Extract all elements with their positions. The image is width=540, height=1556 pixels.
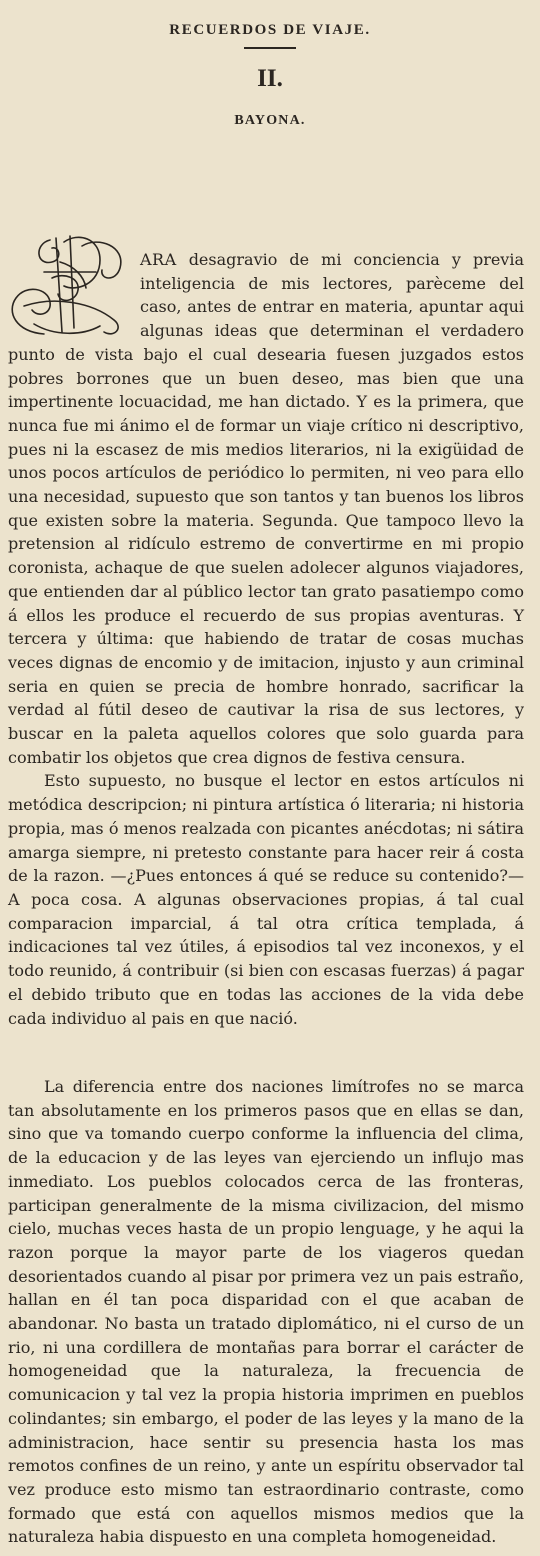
title-rule: [244, 47, 296, 49]
section-two: [8, 1075, 524, 1549]
paragraph-2: Esto supuesto, no busque el lector en estos artículos ni metódica descripcion; ni pintura artística ó literaria; ni historia propia, mas ó menos realzada con picantes anécdotas; ni sátira amarga siempre, ni pretesto constante para hacer reir á costa de la razon. —¿Pues entonces á qué se reduce su contenido?—A poca cosa. A algunas observaciones propias, á tal cual comparacion imparcial, á tal otra crítica templada, á indicaciones tal vez útiles, á episodios tal vez inconexos, y el todo reunido, á contribuir (si bien con escasas fuerzas) á pagar el debido tributo que en todas las acciones de la vida debe cada individuo al pais en que nació.: [8, 771, 524, 1028]
paragraph-1: ARA desagravio de mi conciencia y previa inteligencia de mis lectores, parèceme del caso, antes de entrar en materia, apuntar aqui algunas ideas que determinan el verdadero punto de vista bajo el cual desearia fuesen juzgados estos pobres borrones que un buen deseo, mas bien que una impertinente locuacidad, me han dictado. Y es la primera, que nunca fue mi ánimo el de formar un viaje crítico ni descriptivo, pues ni la escasez de mis medios literarios, ni la exigüidad de unos pocos artículos de periódico lo permiten, ni veo para ello una necesidad, supuesto que son tantos y tan buenos los libros que existen sobre la materia. Segunda. Que tampoco llevo la pretension al ridículo estremo de convertirme en mi propio coronista, achaque de que suelen adolecer algunos viajadores, que entienden dar al público lector tan grato pasatiempo como á ellos les produce el recuerdo de sus propias aventuras. Y tercera y última: que habiendo de tratar de cosas muchas veces dignas de encomio y de imitacion, injusto y aun criminal seria en quien se precia de hombre honrado, sacrificar la verdad al fútil deseo de cautivar la risa de sus lectores, y buscar en la paleta aquellos colores que solo guarda para combatir los objetos que crea dignos de festiva censura.: [8, 248, 524, 769]
page-header: [0, 0, 540, 129]
paragraph-3: La diferencia entre dos naciones limítrofes no se marca tan absolutamente en los primeros pasos que en ellas se dan, sino que va tomando cuerpo conforme la influencia del clima, de la educacion y de las leyes van ejerciendo un influjo mas inmediato. Los pueblos colocados cerca de las fronteras, participan generalmente de la misma civilizacion, del mismo cielo, muchas veces hasta de un propio lenguage, y he aqui la razon porque la mayor parte de los viageros quedan desorientados cuando al pisar por primera vez un pais estraño, hallan en él tan poca disparidad con el que acaban de abandonar. No basta un tratado diplomático, ni el curso de un rio, ni una cordillera de montañas para borrar el carácter de homogeneidad que la naturaleza, la frecuencia de comunicacion y tal vez la propia historia imprimen en pueblos colindantes; sin embargo, el poder de las leyes y la mano de la administracion, hace sentir su presencia hasta los mas remotos confines de un reino, y ante un espíritu observador tal vez produce esto mismo tan estraordinario contraste, como formado que está con aquellos mismos medios que la naturaleza habia dispuesto en una completa homogeneidad.: [8, 1077, 524, 1547]
running-title: RECUERDOS DE VIAJE.: [169, 22, 371, 38]
chapter-numeral: II.: [257, 65, 283, 92]
chapter-title: BAYONA.: [234, 113, 306, 128]
section-one: [8, 248, 524, 1030]
ornate-initial-p-icon: [4, 232, 132, 342]
